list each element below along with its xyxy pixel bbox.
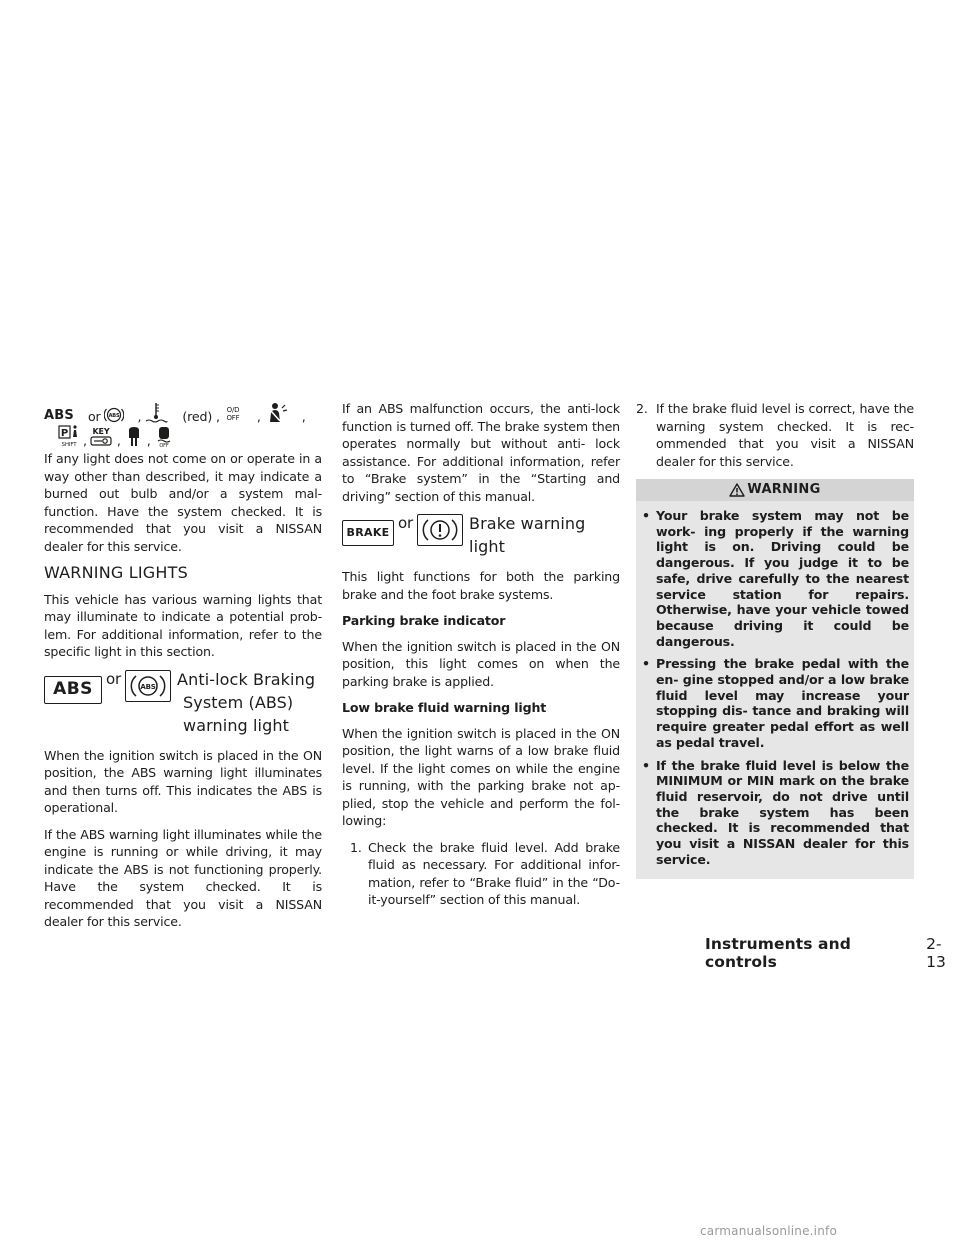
coolant-temperature-icon: [144, 402, 168, 424]
brake-circle-icon: [417, 514, 463, 546]
comma: ,: [256, 409, 261, 424]
brake-text-icon: BRAKE: [342, 520, 394, 546]
intro-paragraph: If any light does not come on or operate in a way other than described, it may indicate a burned out bulb and/or a system mal- function. Have the system checked. It is recommended that you visit a NISSAN dealer for this service.: [44, 451, 322, 554]
column-2: [342, 400, 620, 918]
parking-brake-paragraph: When the ignition switch is placed in the ON position, this light comes on when the parking brake is applied.: [342, 638, 620, 689]
svg-text:O/D: O/D: [226, 406, 240, 414]
warning-header: [636, 479, 914, 501]
or-text: or: [106, 669, 122, 688]
steps-list-continued: [636, 400, 914, 470]
abs-text-icon: ABS: [44, 676, 102, 704]
comma: ,: [146, 433, 151, 448]
page-number: 2-13: [926, 935, 946, 971]
abs-warning-light-title: [44, 670, 322, 737]
warning-item: • If the brake fluid level is below the MINIMUM or MIN mark on the brake fluid reservoir, do not drive until the brake system has been checked. It is recommended that you visit a NISSAN dealer for this service.: [642, 757, 909, 867]
circle-abs-icon: [104, 406, 124, 424]
shift-park-icon: [58, 424, 80, 448]
svg-text:P: P: [60, 428, 69, 439]
abs-circle-icon: [125, 670, 171, 702]
low-brake-fluid-paragraph: When the ignition switch is placed in the ON position, the light warns of a low brake fluid level. If the light comes on while the engine is running, with the parking brake not ap- plied, stop the vehicle and perform the fol- lowing:: [342, 725, 620, 828]
abs-warning-light-label: Anti-lock Braking System (ABS) warning light: [177, 669, 316, 735]
abs-paragraph-2: If the ABS warning light illuminates while the engine is running or while driving, it may indicate the ABS is not functioning properly. Have the system checked. It is recommended that you visit a NISSAN dealer for this service.: [44, 826, 322, 929]
key-icon: [90, 426, 114, 448]
indicator-icon-row-2: [58, 424, 322, 448]
comma: ,: [137, 409, 142, 424]
brake-warning-light-title: [342, 514, 620, 558]
comma: ,: [301, 409, 306, 424]
abs-malfunction-paragraph: If an ABS malfunction occurs, the anti-lock function is turned off. The brake system then operates normally but without anti- lock assistance. For additional information, refer to “Brake system” in the “Starting and driving” section of this manual.: [342, 401, 620, 504]
red-label: (red) ,: [182, 409, 220, 424]
brake-paragraph: This light functions for both the parking brake and the foot brake systems.: [342, 569, 620, 602]
comma: ,: [83, 433, 87, 448]
abs-icon: ABS: [44, 407, 74, 423]
svg-text:SHIFT: SHIFT: [61, 442, 77, 448]
footer-section-title: Instruments and controls: [705, 935, 851, 971]
list-item: 1. Check the brake fluid level. Add brake fluid as necessary. For additional infor- mation, refer to “Brake fluid” in the “Do- it-yourself” section of this manual.: [350, 839, 620, 907]
column-1: [44, 400, 322, 940]
abs-paragraph-1: When the ignition switch is placed in the ON position, the ABS warning light illuminates and then turns off. This indicates the ABS is operational.: [44, 747, 322, 815]
warning-box: [636, 479, 914, 879]
page-footer: [705, 935, 960, 971]
warning-lights-paragraph: This vehicle has various warning lights that may illuminate to indicate a potential prob- lem. For additional information, refer to the specific light in this section.: [44, 591, 322, 659]
brake-warning-light-label: Brake warning light: [469, 514, 586, 556]
indicator-icon-row-1: [44, 400, 322, 424]
svg-text:ABS: ABS: [140, 682, 156, 691]
column-3: [636, 400, 914, 879]
parking-brake-heading: Parking brake indicator: [342, 613, 506, 628]
warning-item: • Pressing the brake pedal with the en- gine stopped and/or a low brake fluid level may increase your stopping dis- tance and braking will require greater pedal effort as well as pedal travel.: [642, 656, 909, 750]
hand-lever-icon: [124, 426, 144, 448]
comma: ,: [116, 433, 121, 448]
od-off-icon: [223, 404, 243, 424]
warning-triangle-icon: [729, 483, 745, 497]
section-heading-warning-lights: WARNING LIGHTS: [44, 563, 188, 582]
svg-text:ABS: ABS: [108, 413, 119, 419]
warning-title: WARNING: [747, 482, 821, 498]
watermark: carmanualsonline.info: [700, 1224, 837, 1238]
svg-text:KEY: KEY: [92, 427, 110, 436]
or-text: or: [398, 514, 414, 532]
svg-text:OFF: OFF: [158, 443, 169, 448]
list-item: 2. If the brake fluid level is correct, have the warning system checked. It is rec- ommended that you visit a NISSAN dealer for this service.: [636, 401, 914, 469]
steps-list: [342, 839, 620, 909]
warning-item: • Your brake system may not be work- ing properly if the warning light is on. Driving could be dangerous. If you judge it to be safe, drive carefully to the nearest service station for repairs. Otherwise, have your vehicle towed because driving it could be dangerous.: [642, 508, 909, 649]
seatbelt-icon: [264, 402, 288, 424]
or-text: or: [87, 409, 101, 424]
svg-text:OFF: OFF: [226, 414, 240, 422]
slip-off-icon: [154, 426, 174, 448]
low-brake-fluid-heading: Low brake fluid warning light: [342, 700, 547, 715]
